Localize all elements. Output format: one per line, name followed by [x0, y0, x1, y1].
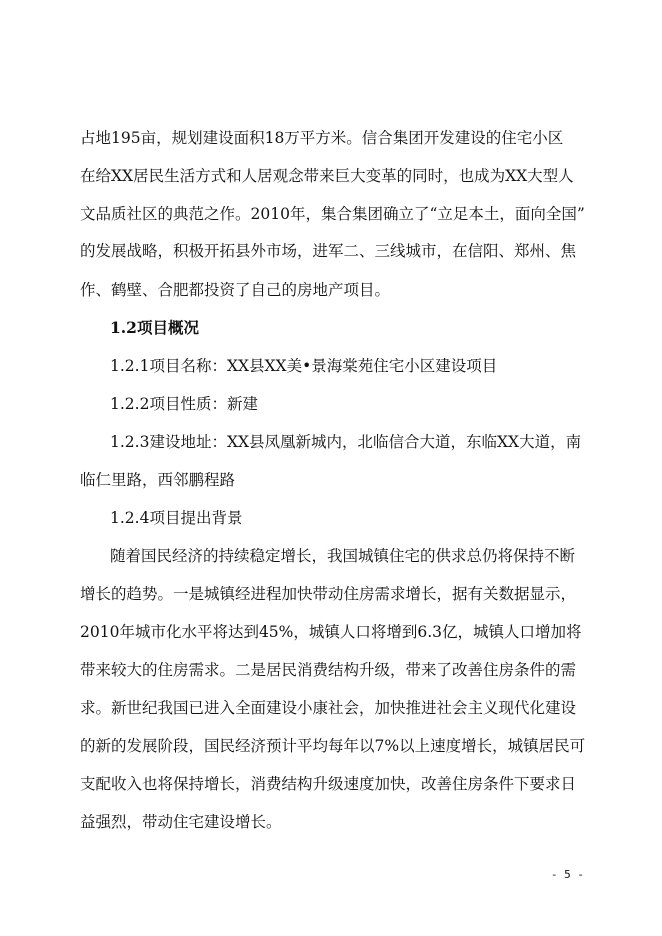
- paragraph-line: 1.2.1项目名称：XX县XX美•景海棠苑住宅小区建设项目: [110, 357, 498, 375]
- paragraph-line: 的发展战略，积极开拓县外市场，进军二、三线城市，在信阳、郑州、焦: [80, 242, 577, 260]
- paragraph-line: 随着国民经济的持续稳定增长，我国城镇住宅的供求总仍将保持不断: [110, 547, 576, 565]
- paragraph-line: 增长的趋势。一是城镇经进程加快带动住房需求增长，据有关数据显示，: [80, 585, 577, 603]
- paragraph-line: 求。新世纪我国已进入全面建设小康社会，加快推进社会主义现代化建设: [80, 699, 577, 717]
- paragraph-line: 占地195亩，规划建设面积18万平方米。信合集团开发建设的住宅小区: [80, 129, 564, 147]
- paragraph-line: 在给XX居民生活方式和人居观念带来巨大变革的同时，也成为XX大型人: [80, 167, 574, 185]
- paragraph-line: 作、鹤壁、合肥都投资了自己的房地产项目。: [80, 281, 391, 299]
- paragraph-line: 带来较大的住房需求。二是居民消费结构升级，带来了改善住房条件的需: [80, 661, 577, 679]
- section-heading: 1.2项目概况: [110, 318, 199, 337]
- paragraph-line: 1.2.2项目性质：新建: [110, 395, 258, 413]
- page-number: - 5 -: [550, 868, 584, 881]
- paragraph-line: 临仁里路，西邻鹏程路: [80, 471, 236, 489]
- paragraph-line: 支配收入也将保持增长，消费结构升级速度加快，改善住房条件下要求日: [80, 775, 577, 793]
- paragraph-line: 益强烈，带动住宅建设增长。: [80, 813, 282, 831]
- paragraph-line: 2010年城市化水平将达到45%，城镇人口将增到6.3亿，城镇人口增加将: [80, 623, 582, 641]
- paragraph-line: 文品质社区的典范之作。2010年，集合集团确立了“立足本土，面向全国”: [80, 205, 585, 223]
- paragraph-line: 1.2.3建设地址：XX县凤凰新城内，北临信合大道，东临XX大道，南: [110, 433, 582, 451]
- subsection-heading: 1.2.4项目提出背景: [110, 509, 243, 527]
- paragraph-line: 的新的发展阶段，国民经济预计平均每年以7%以上速度增长，城镇居民可: [80, 737, 586, 755]
